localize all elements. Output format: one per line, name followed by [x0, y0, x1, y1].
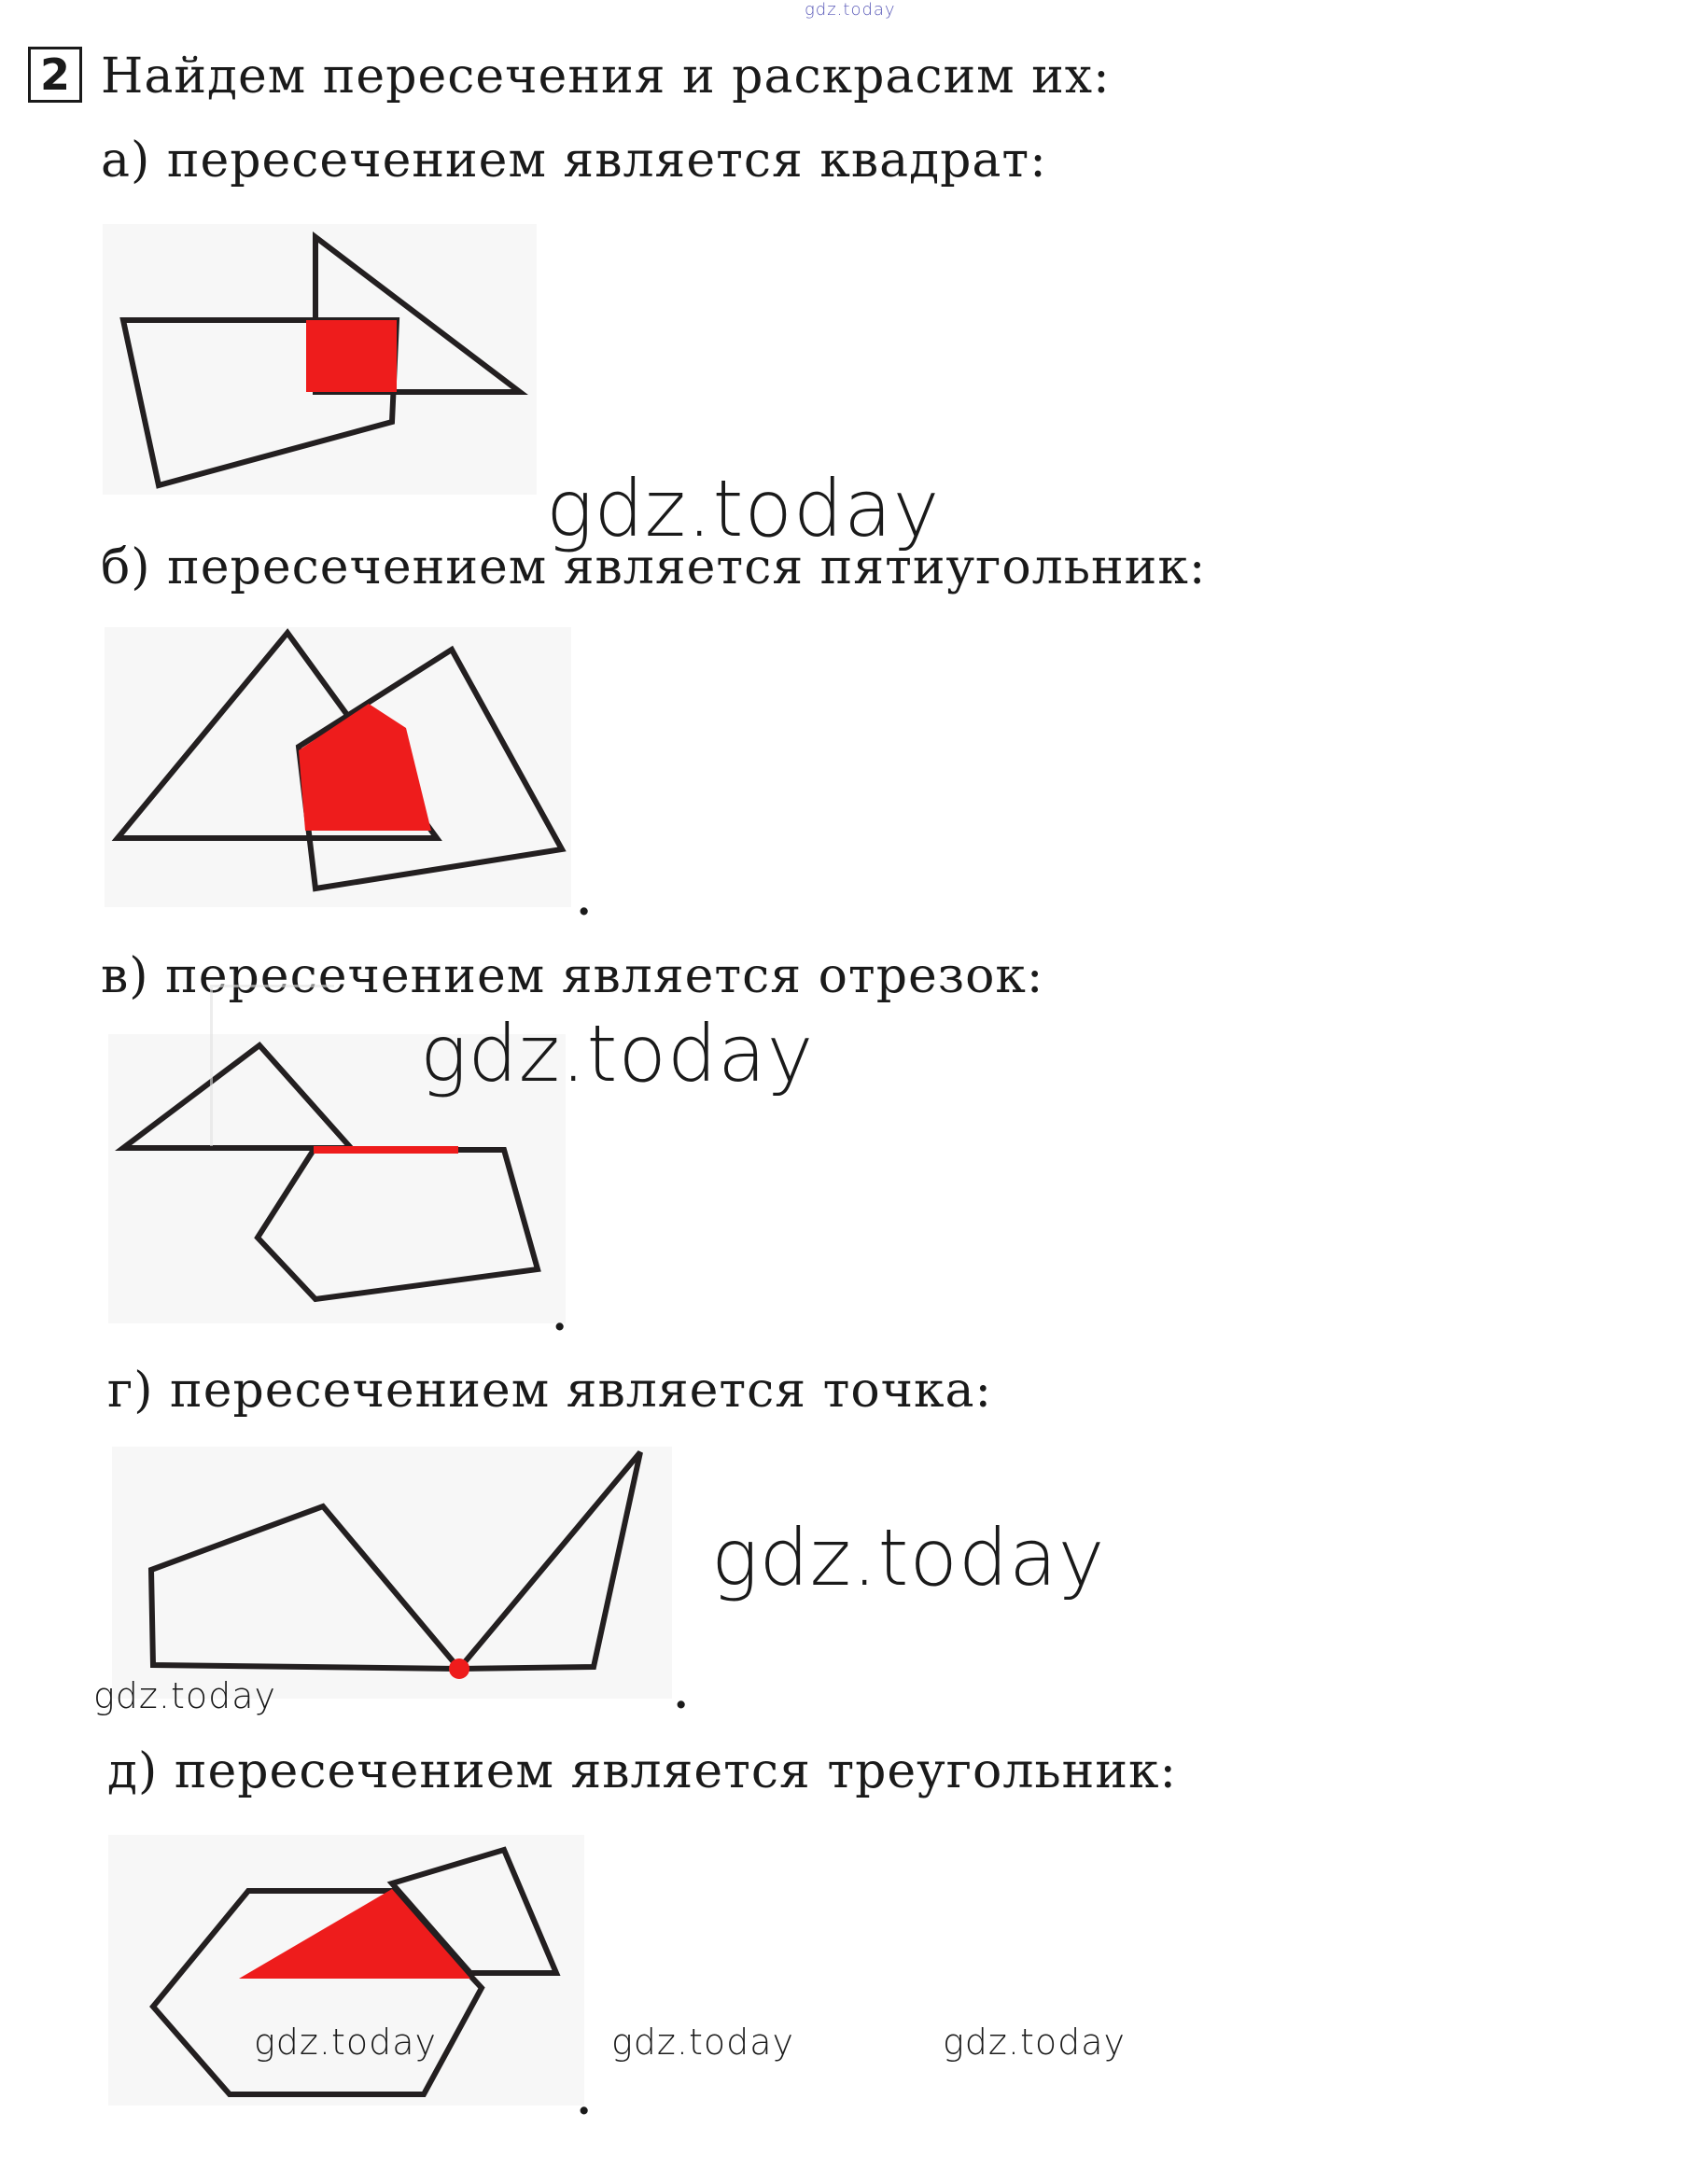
figure-b [105, 627, 571, 907]
watermark-1: gdz.today [546, 463, 941, 554]
item-g-label: г) пересечением является точка: [107, 1363, 993, 1419]
watermark-6: gdz.today [611, 2022, 794, 2063]
item-b-label: б) пересечением является пятиугольник: [101, 539, 1207, 595]
watermark-2: gdz.today [420, 1008, 815, 1099]
item-v-label: в) пересечением является отрезок: [101, 948, 1044, 1004]
watermark-7: gdz.today [943, 2022, 1126, 2063]
period-d: . [577, 2077, 592, 2124]
watermark-4: gdz.today [93, 1675, 276, 1716]
figure-a-drawing [103, 224, 537, 495]
figure-a [103, 224, 537, 495]
faint-watermark-frame [210, 985, 334, 1146]
watermark-5: gdz.today [254, 2022, 437, 2063]
item-d-label: д) пересечением является треугольник: [107, 1743, 1178, 1799]
pentagon-g [151, 1506, 459, 1669]
period-v: . [553, 1293, 567, 1340]
intersection-square [306, 320, 397, 392]
hexagon-d [153, 1891, 482, 2094]
task-number-badge: 2 [28, 47, 82, 103]
figure-g-drawing [112, 1447, 672, 1699]
period-b: . [577, 877, 592, 925]
period-g: . [674, 1671, 689, 1718]
figure-g [112, 1447, 672, 1699]
item-a-label: а) пересечением является квадрат: [101, 133, 1047, 189]
intersection-point [449, 1658, 469, 1679]
task-title: Найдем пересечения и раскрасим их: [101, 49, 1111, 105]
pentagon-v [258, 1150, 538, 1299]
watermark-3: gdz.today [711, 1512, 1106, 1603]
figure-d-drawing [108, 1835, 584, 2106]
figure-d [108, 1835, 584, 2106]
figure-b-drawing [105, 627, 571, 907]
intersection-pentagon [299, 704, 431, 831]
top-watermark: gdz.today [805, 0, 896, 20]
triangle-g [459, 1452, 640, 1669]
